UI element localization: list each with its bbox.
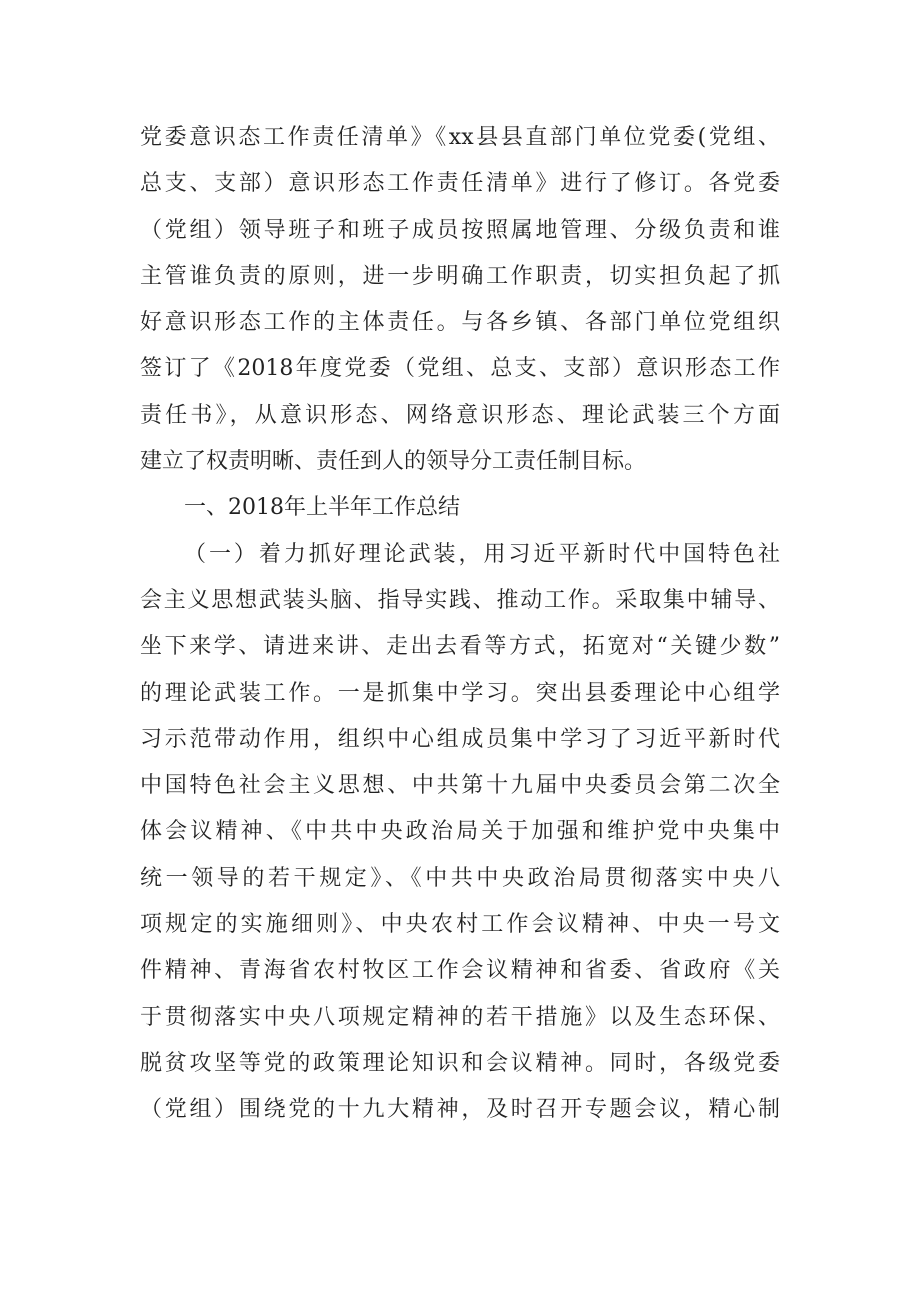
paragraph-line: 责任书》，从意识形态、网络意识形态、理论武装三个方面 [140,402,780,428]
paragraph-line: 的理论武装工作。一是抓集中学习。突出县委理论中心组学 [140,680,780,706]
paragraph-line: 中国特色社会主义思想、中共第十九届中央委员会第二次全 [140,773,780,799]
paragraph-line: 统一领导的若干规定》、《中共中央政治局贯彻落实中央八 [140,865,780,891]
paragraph-line: 件精神、青海省农村牧区工作会议精神和省委、省政府《关 [140,958,780,984]
paragraph-line: 主管谁负责的原则，进一步明确工作职责，切实担负起了抓 [140,263,780,289]
paragraph-line: 于贯彻落实中央八项规定精神的若干措施》以及生态环保、 [140,1004,780,1030]
paragraph-line: 党委意识态工作责任清单》《xx县县直部门单位党委(党组、 [140,125,780,150]
paragraph-line: 好意识形态工作的主体责任。与各乡镇、各部门单位党组织 [140,310,780,336]
paragraph-line: 总支、支部）意识形态工作责任清单》进行了修订。各党委 [140,171,780,197]
paragraph-line: 习示范带动作用，组织中心组成员集中学习了习近平新时代 [140,726,780,752]
paragraph-line: 项规定的实施细则》、中央农村工作会议精神、中央一号文 [140,912,780,938]
section-heading: 一、2018年上半年工作总结 [184,495,460,521]
paragraph-line: （党组）围绕党的十九大精神，及时召开专题会议，精心制 [140,1097,780,1123]
paragraph-line: 建立了权责明晰、责任到人的领导分工责任制目标。 [140,449,647,475]
document-body [140,118,780,1137]
paragraph-line: 会主义思想武装头脑、指导实践、推动工作。采取集中辅导、 [140,587,780,613]
paragraph-line: 坐下来学、请进来讲、走出去看等方式，拓宽对“关键少数” [140,634,780,660]
paragraph-line: 脱贫攻坚等党的政策理论知识和会议精神。同时，各级党委 [140,1050,780,1076]
paragraph-line: （一）着力抓好理论武装，用习近平新时代中国特色社 [184,541,780,567]
paragraph-line: 体会议精神、《中共中央政治局关于加强和维护党中央集中 [140,819,780,845]
paragraph-line: 签订了《2018年度党委（党组、总支、支部）意识形态工作 [140,356,780,382]
paragraph-line: （党组）领导班子和班子成员按照属地管理、分级负责和谁 [140,217,780,243]
